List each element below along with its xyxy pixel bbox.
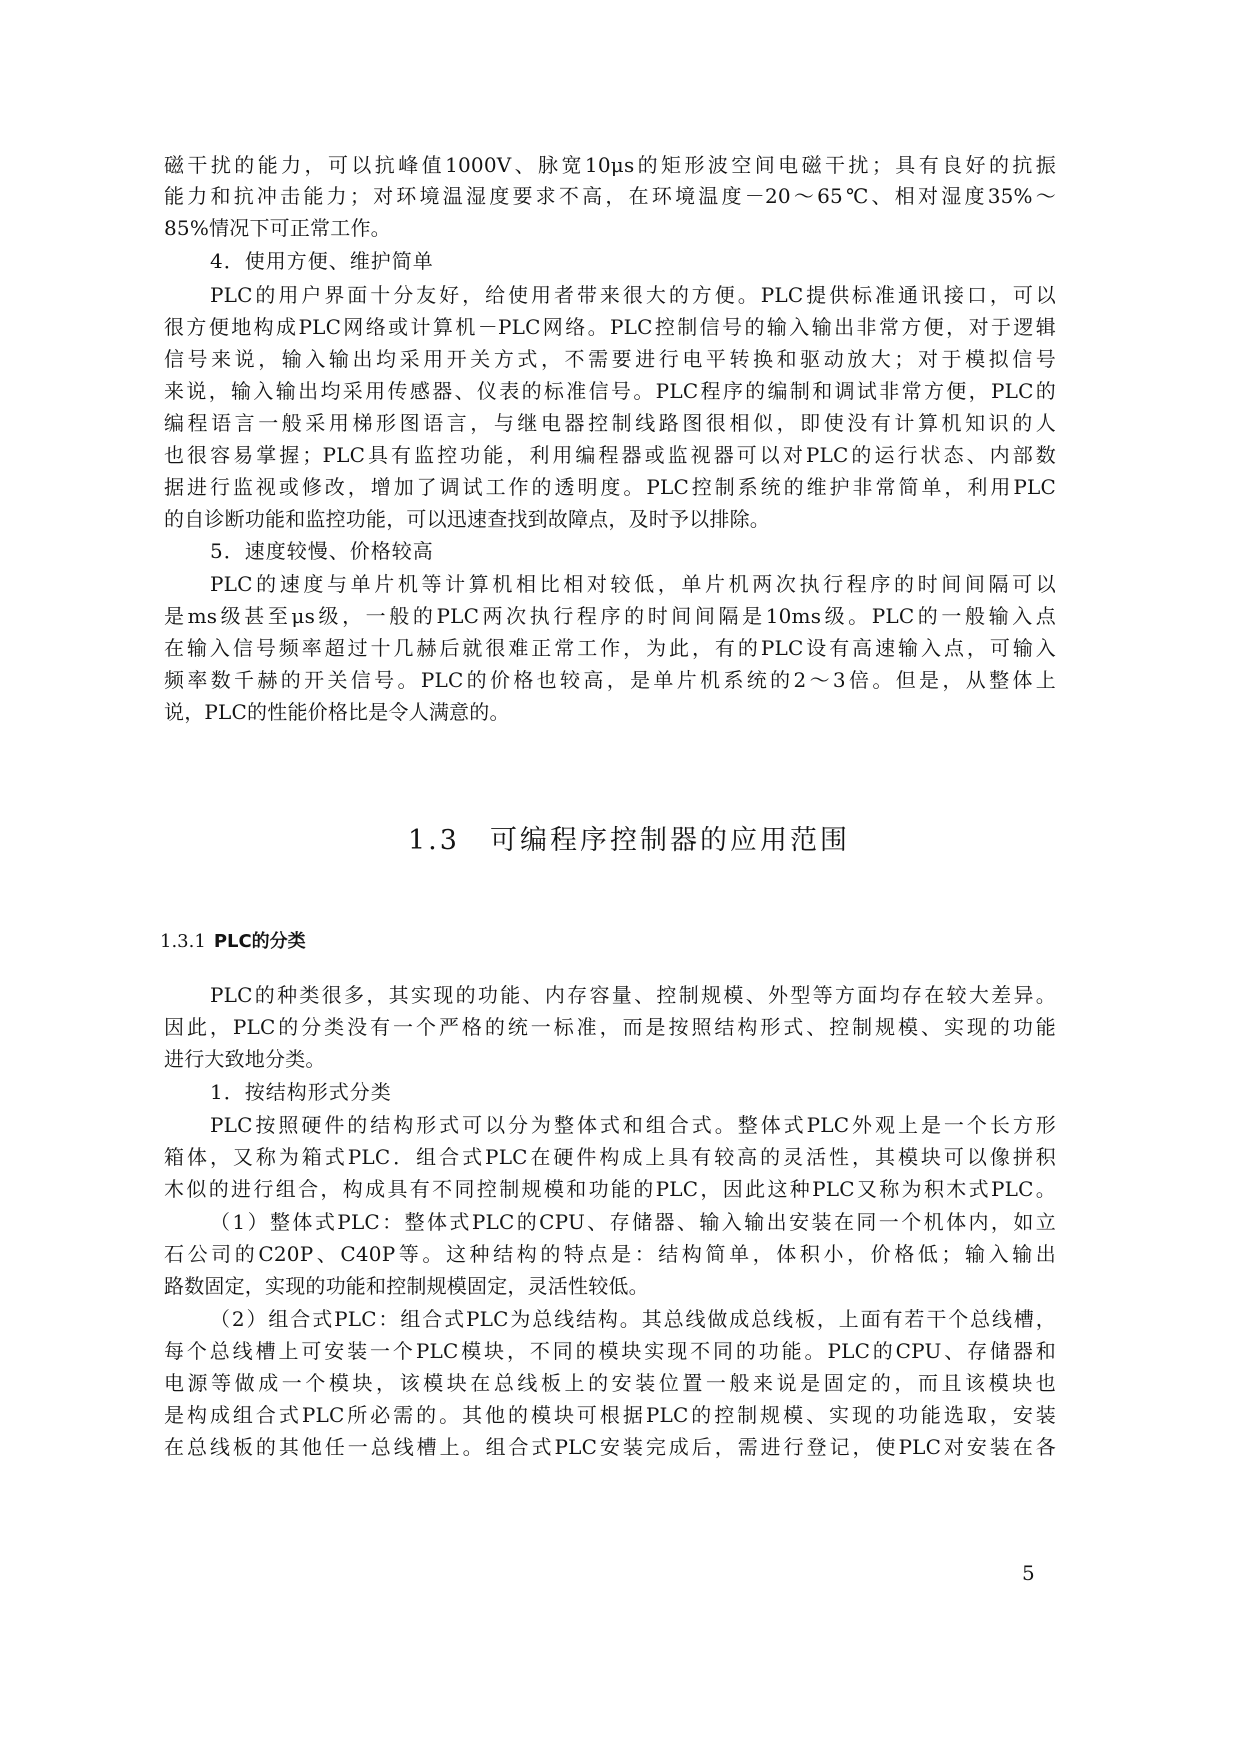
- text-line: 编程语言一般采用梯形图语言，与继电器控制线路图很相似，即使没有计算机知识的人: [164, 411, 1056, 435]
- item-heading: 1．按结构形式分类: [210, 1080, 392, 1104]
- subsection-number: 1.3.1: [160, 931, 206, 952]
- text-line: 石公司的C20P、C40P等。这种结构的特点是：结构简单，体积小，价格低；输入输出: [164, 1242, 1056, 1266]
- text-line: PLC按照硬件的结构形式可以分为整体式和组合式。整体式PLC外观上是一个长方形: [210, 1113, 1056, 1137]
- subsection-heading: [160, 929, 306, 955]
- text-line: 很方便地构成PLC网络或计算机－PLC网络。PLC控制信号的输入输出非常方便，对于逻辑: [164, 315, 1056, 339]
- text-line: 来说，输入输出均采用传感器、仪表的标准信号。PLC程序的编制和调试非常方便，PLC的: [164, 379, 1056, 403]
- text-line: 的自诊断功能和监控功能，可以迅速查找到故障点，及时予以排除。: [164, 507, 770, 531]
- text-line: PLC的速度与单片机等计算机相比相对较低，单片机两次执行程序的时间间隔可以: [210, 572, 1056, 596]
- text-line: PLC的种类很多，其实现的功能、内存容量、控制规模、外型等方面均存在较大差异。: [210, 983, 1056, 1007]
- text-line: 箱体，又称为箱式PLC．组合式PLC在硬件构成上具有较高的灵活性，其模块可以像拼积: [164, 1145, 1056, 1169]
- text-line: 信号来说，输入输出均采用开关方式，不需要进行电平转换和驱动放大；对于模拟信号: [164, 347, 1056, 371]
- text-line: 是ms级甚至μs级，一般的PLC两次执行程序的时间间隔是10ms级。PLC的一般输入点: [164, 604, 1056, 628]
- text-line: 说，PLC的性能价格比是令人满意的。: [164, 700, 510, 724]
- section-title-text: 可编程序控制器的应用范围: [489, 825, 850, 856]
- item-heading: 5．速度较慢、价格较高: [210, 539, 434, 563]
- text-line: 也很容易掌握；PLC具有监控功能，利用编程器或监视器可以对PLC的运行状态、内部数: [164, 443, 1056, 467]
- text-line: 85%情况下可正常工作。: [164, 216, 391, 240]
- text-line: 电源等做成一个模块，该模块在总线板上的安装位置一般来说是固定的，而且该模块也: [164, 1371, 1056, 1395]
- text-line: 因此，PLC的分类没有一个严格的统一标准，而是按照结构形式、控制规模、实现的功能: [164, 1015, 1056, 1039]
- subsection-title: PLC的分类: [213, 931, 306, 952]
- text-line: 路数固定，实现的功能和控制规模固定，灵活性较低。: [164, 1274, 649, 1298]
- text-line: 进行大致地分类。: [164, 1047, 326, 1071]
- text-line: 是构成组合式PLC所必需的。其他的模块可根据PLC的控制规模、实现的功能选取，安装: [164, 1403, 1056, 1427]
- section-number: 1.3: [408, 825, 460, 856]
- text-line: 在总线板的其他任一总线槽上。组合式PLC安装完成后，需进行登记，使PLC对安装在各: [164, 1435, 1056, 1459]
- text-line: 频率数千赫的开关信号。PLC的价格也较高，是单片机系统的2～3倍。但是，从整体上: [164, 668, 1056, 692]
- text-line: 在输入信号频率超过十几赫后就很难正常工作，为此，有的PLC设有高速输入点，可输入: [164, 636, 1056, 660]
- text-line: 每个总线槽上可安装一个PLC模块，不同的模块实现不同的功能。PLC的CPU、存储器和: [164, 1339, 1056, 1363]
- text-line: 磁干扰的能力，可以抗峰值1000V、脉宽10μs的矩形波空间电磁干扰；具有良好的抗振: [164, 153, 1056, 177]
- text-line: PLC的用户界面十分友好，给使用者带来很大的方便。PLC提供标准通讯接口，可以: [210, 283, 1056, 307]
- text-line: （1）整体式PLC：整体式PLC的CPU、存储器、输入输出安装在同一个机体内，如立: [210, 1210, 1056, 1234]
- page-number: 5: [1022, 1561, 1035, 1585]
- text-line: 能力和抗冲击能力；对环境温湿度要求不高，在环境温度－20～65℃、相对湿度35%～: [164, 184, 1056, 208]
- text-line: 木似的进行组合，构成具有不同控制规模和功能的PLC，因此这种PLC又称为积木式PLC。: [164, 1177, 1056, 1201]
- section-title: [408, 823, 850, 859]
- item-heading: 4．使用方便、维护简单: [210, 249, 434, 273]
- text-line: 据进行监视或修改，增加了调试工作的透明度。PLC控制系统的维护非常简单，利用PLC: [164, 475, 1056, 499]
- text-line: （2）组合式PLC：组合式PLC为总线结构。其总线做成总线板，上面有若干个总线槽，: [210, 1307, 1056, 1331]
